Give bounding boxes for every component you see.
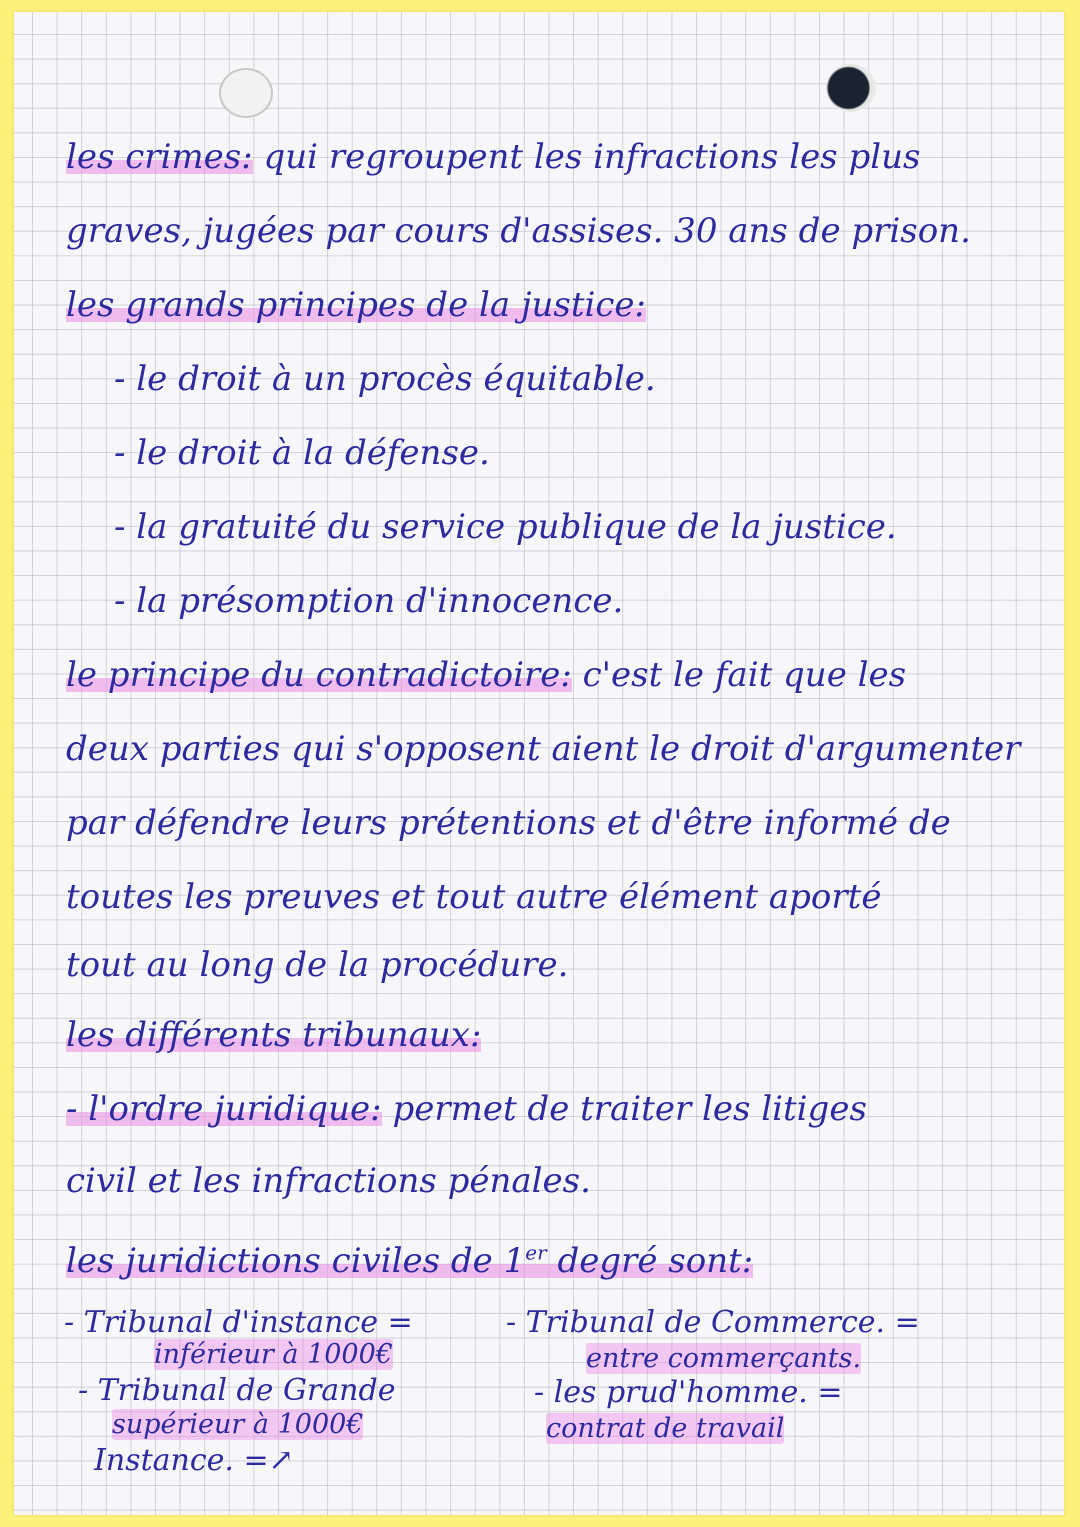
tribunal-commerce-title: - Tribunal de Commerce. = bbox=[506, 1305, 920, 1340]
tribunal-instance-detail bbox=[154, 1338, 393, 1372]
heading-tribunaux bbox=[66, 1012, 481, 1058]
note-line-contradictoire bbox=[66, 652, 906, 698]
note-line-tout-au-long: tout au long de la procédure. bbox=[66, 945, 569, 985]
note-line-deux-parties: deux parties qui s'opposent aient le droit d'argumenter bbox=[66, 729, 1021, 769]
tribunal-grande-title-2: Instance. =↗ bbox=[94, 1443, 294, 1478]
principe-item-2: - le droit à la défense. bbox=[114, 433, 490, 473]
note-line-civil-penales: civil et les infractions pénales. bbox=[66, 1161, 591, 1201]
juridictions-text-b: degré sont: bbox=[557, 1241, 754, 1282]
term-crimes: les crimes: bbox=[66, 137, 253, 177]
tribunal-instance-detail-text: inférieur à 1000€ bbox=[154, 1339, 393, 1370]
note-line-graves: graves, jugées par cours d'assises. 30 ans de prison. bbox=[66, 211, 971, 251]
heading-principes bbox=[66, 282, 646, 328]
principes-heading-text: les grands principes de la justice: bbox=[66, 285, 646, 325]
tribunal-grande-detail bbox=[112, 1408, 363, 1442]
tribunaux-heading-text: les différents tribunaux: bbox=[66, 1015, 482, 1055]
note-line-toutes-preuves: toutes les preuves et tout autre élément aporté bbox=[66, 877, 882, 917]
tribunal-commerce-detail bbox=[586, 1342, 861, 1376]
notebook-page bbox=[14, 12, 1064, 1515]
punch-hole-left bbox=[219, 68, 273, 118]
juridictions-superscript: er bbox=[525, 1241, 547, 1265]
term-ordre-juridique: - l'ordre juridique: bbox=[66, 1089, 382, 1129]
ordre-juridique-definition: permet de traiter les litiges bbox=[392, 1089, 867, 1129]
principe-item-1: - le droit à un procès équitable. bbox=[114, 359, 656, 399]
tribunal-grande-detail-text: supérieur à 1000€ bbox=[112, 1409, 364, 1440]
juridictions-heading-text bbox=[66, 1241, 753, 1281]
prudhomme-detail-text: contrat de travail bbox=[546, 1413, 785, 1444]
note-line-crimes bbox=[66, 134, 920, 180]
punch-hole-right bbox=[826, 64, 876, 112]
juridictions-text-a: les juridictions civiles de 1 bbox=[66, 1241, 526, 1282]
heading-juridictions bbox=[66, 1230, 753, 1284]
prudhomme-title: - les prud'homme. = bbox=[534, 1375, 843, 1410]
crimes-definition: qui regroupent les infractions les plus bbox=[263, 137, 921, 177]
tribunal-commerce-detail-text: entre commerçants. bbox=[586, 1343, 862, 1374]
contradictoire-definition: c'est le fait que les bbox=[582, 655, 907, 695]
note-line-par-defendre: par défendre leurs prétentions et d'être informé de bbox=[66, 803, 951, 843]
term-contradictoire: le principe du contradictoire: bbox=[66, 655, 572, 695]
prudhomme-detail bbox=[546, 1412, 784, 1446]
principe-item-3: - la gratuité du service publique de la justice. bbox=[114, 507, 897, 547]
principe-item-4: - la présomption d'innocence. bbox=[114, 581, 624, 621]
note-line-ordre-juridique bbox=[66, 1086, 867, 1132]
tribunal-instance-title: - Tribunal d'instance = bbox=[64, 1305, 413, 1340]
tribunal-grande-title: - Tribunal de Grande bbox=[78, 1373, 396, 1408]
